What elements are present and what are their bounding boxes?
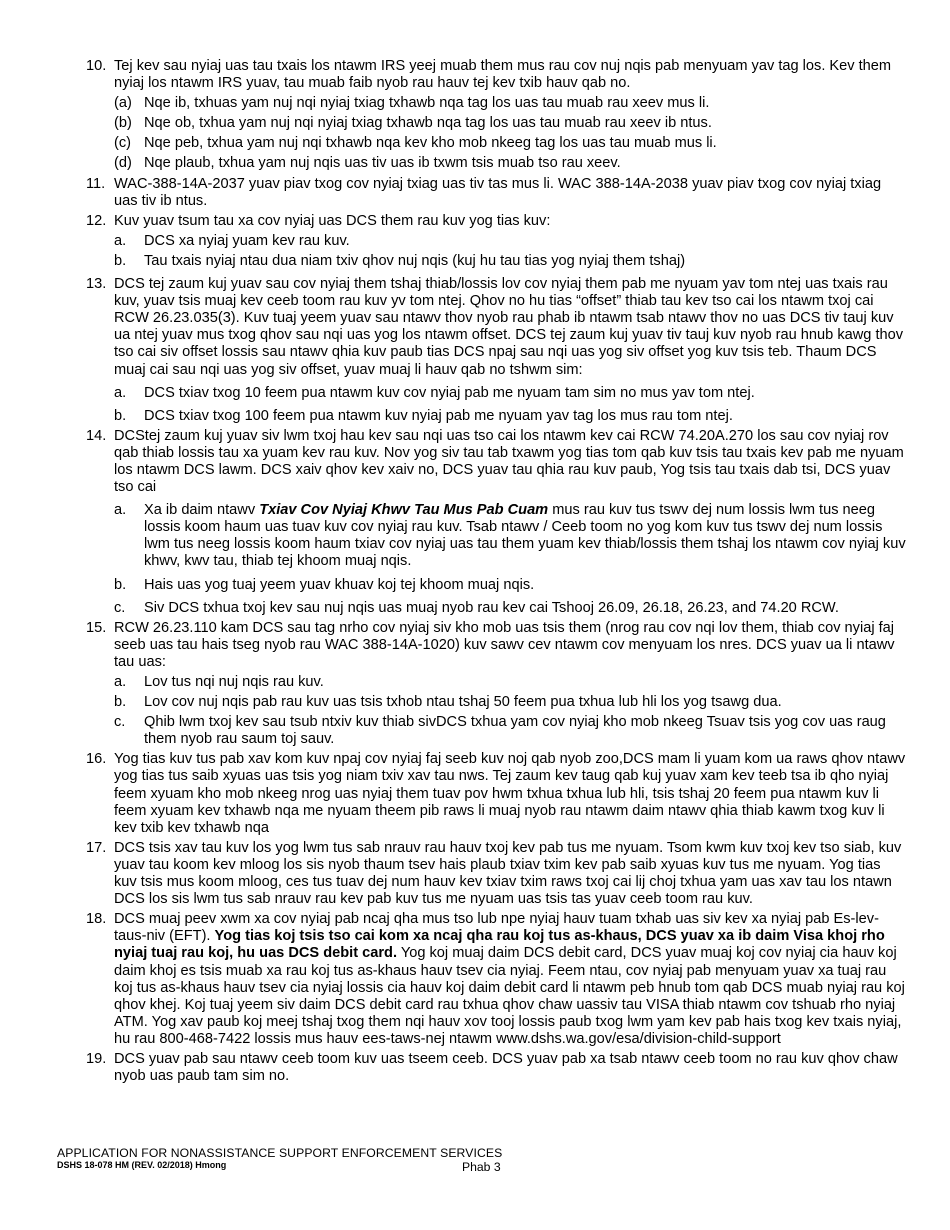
- item-number: 10.: [86, 58, 107, 74]
- sub-item-12a: [86, 233, 906, 250]
- sub-text-post: mus rau kuv tus tswv dej num lossis lwm tus neeg lossis koom haum uas tuav kuv cov nyiaj rau kuv. Tsab ntawv / Ceeb toom no yog kom kuv tus tswv dej num lossis lwm tus neeg lossis koom haum txiav cov nyiaj uas tau them yuam kev thiab/lossis them tshaj los ntawm cov nyiaj kuv khwv, kwv tau, thiab tej khoom muaj nqis.: [144, 502, 906, 570]
- item-text: Kuv yuav tsum tau xa cov nyiaj uas DCS them rau kuv yog tias kuv:: [114, 212, 551, 229]
- list-item-16: [86, 751, 906, 836]
- sub-item-10b: [86, 115, 906, 132]
- sub-label: a.: [114, 232, 127, 249]
- form-title-emphasis: Txiav Cov Nyiaj Khwv Tau Mus Pab Cuam: [259, 502, 549, 519]
- sub-item-13b: [86, 408, 906, 425]
- sub-text: Nqe ob, txhua yam nuj nqi nyiaj txiag txhawb nqa tag los uas tau muab rau xeev ib ntus.: [144, 115, 712, 132]
- sub-item-12b: [86, 253, 906, 270]
- item-text-pre: DCS muaj peev xwm xa cov nyiaj pab ncaj qha mus tso lub npe nyiaj hauv tuam txhab uas siv kev xa nyiaj pab Es-lev-taus-niv (EFT).: [114, 911, 879, 945]
- sub-label: b.: [114, 407, 127, 424]
- sub-text: Qhib lwm txoj kev sau tsub ntxiv kuv thiab sivDCS txhua yam cov nyiaj kho mob nkeeg Tsuav tsis yog cov uas raug them nyob rau saum toj sauv.: [144, 714, 886, 748]
- sub-label: a.: [114, 502, 127, 519]
- sub-item-14c: [86, 600, 906, 617]
- sub-text: DCS txiav txog 100 feem pua ntawm kuv nyiaj pab me nyuam yav tag los mus rau tom ntej.: [144, 407, 733, 424]
- sub-text: DCS txiav txog 10 feem pua ntawm kuv cov nyiaj pab me nyuam tam sim no mus yav tom ntej.: [144, 384, 755, 401]
- list-item-14: [86, 428, 906, 496]
- item-number: 13.: [86, 276, 107, 293]
- numbered-list: [86, 58, 906, 1085]
- list-item-13: [86, 276, 906, 379]
- sub-item-15c: [86, 714, 906, 748]
- item-number: 11.: [86, 175, 106, 192]
- list-item-10: [86, 58, 906, 92]
- sub-label: b.: [114, 252, 127, 269]
- sub-text: Nqe ib, txhuas yam nuj nqi nyiaj txiag txhawb nqa tag los uas tau muab rau xeev mus li.: [144, 95, 710, 112]
- sub-item-14a: [86, 502, 906, 570]
- sub-text: Hais uas yog tuaj yeem yuav khuav koj tej khoom muaj nqis.: [144, 576, 535, 593]
- sub-text-pre: Xa ib daim ntawv: [144, 502, 260, 519]
- item-text: DCStej zaum kuj yuav siv lwm txoj hau kev sau nqi uas tso cai los ntawm kev cai RCW 74.20A.270 los sau cov nyiaj rov qab thiab lossis tau xa yuam kev rau kuv. Nov yog siv tau tab txawm yog tias tom qab kuv tsis tau txais kev pab me nyuam los ntawm DCS lawm. DCS xaiv qhov kev xaiv no, DCS yuav tau qhia rau kuv paub, Yog tsis tau txais dab tsi, DCS yuav tso cai: [114, 427, 904, 496]
- item-text: DCS tej zaum kuj yuav sau cov nyiaj them tshaj thiab/lossis lov cov nyiaj them pab me nyuam yav tom ntej uas txais rau kuv, yuav tsis muaj kev ceeb toom rau kuv yv tom ntej. Qhov no hu tias “offset” thiab tau kev tso cai los ntawm txoj cai RCW 26.23.035(3). Kuv tuaj yeem yuav sau ntawv thov nyob rau phab ib ntawm tsab ntawv thov no uas DCS tiv tauj kuv ua ntej yuav mus txog qhov sau nqi uas yog los ntawm offset. DCS tej zaum kuj yuav tiv tauj kuv nyob rau hnub kawg thov tso cai siv offset lossis sau ntawv qhia kuv paub tias DCS npaj sau nqi uas yog siv offset yog kuv tsis teb. Thaum DCS muaj cai sau nqi uas yog siv offset, yuav muaj li hauv qab no tshwm sim:: [114, 276, 904, 378]
- sub-label: c.: [114, 599, 126, 616]
- item-number: 14.: [86, 427, 107, 444]
- page-number: Phab 3: [462, 1160, 501, 1174]
- form-id: DSHS 18-078 HM (REV. 02/2018) Hmong: [57, 1160, 227, 1170]
- sub-text: DCS xa nyiaj yuam kev rau kuv.: [144, 232, 350, 249]
- sub-text: Nqe peb, txhua yam nuj nqi txhawb nqa kev kho mob nkeeg tag los uas tau muab mus li.: [144, 135, 717, 152]
- sub-label: c.: [114, 714, 126, 731]
- sub-label: (b): [114, 115, 132, 132]
- sub-item-15a: [86, 674, 906, 691]
- list-item-18: [86, 911, 906, 1048]
- item-text: Tej kev sau nyiaj uas tau txais los ntawm IRS yeej muab them mus rau cov nuj nqis pab menyuam yav tag los. Kev them nyiaj los ntawm IRS yuav, tau muab faib nyob rau hauv tej kev txib hauv qab no.: [114, 58, 892, 92]
- item-text: WAC-388-14A-2037 yuav piav txog cov nyiaj txiag uas tiv tas mus li. WAC 388-14A-2038 yuav piav txog cov nyiaj txiag uas tiv ib ntus.: [114, 175, 882, 209]
- item-number: 19.: [86, 1050, 107, 1067]
- sub-item-10c: [86, 135, 906, 152]
- list-item-17: [86, 840, 906, 908]
- sub-item-13a: [86, 385, 906, 402]
- item-number: 15.: [86, 619, 107, 636]
- sub-label: (d): [114, 155, 132, 172]
- sub-label: (a): [114, 95, 132, 112]
- sub-text: Lov cov nuj nqis pab rau kuv uas tsis txhob ntau tshaj 50 feem pua txhua lub hli los yog tsawg dua.: [144, 694, 782, 711]
- sub-label: a.: [114, 384, 127, 401]
- item-number: 12.: [86, 212, 107, 229]
- sub-label: b.: [114, 694, 127, 711]
- sub-item-10a: [86, 95, 906, 112]
- item-text: DCS yuav pab sau ntawv ceeb toom kuv uas tseem ceeb. DCS yuav pab xa tsab ntawv ceeb toom no rau kuv qhov chaw nyob uas paub tam sim no.: [114, 1050, 898, 1085]
- sub-text: Siv DCS txhua txoj kev sau nuj nqis uas muaj nyob rau kev cai Tshooj 26.09, 26.18, 26.23, and 74.20 RCW.: [144, 599, 839, 616]
- list-item-12: [86, 213, 906, 230]
- sub-item-15b: [86, 694, 906, 711]
- sub-item-14b: [86, 577, 906, 594]
- sub-text: Lov tus nqi nuj nqis rau kuv.: [144, 674, 324, 690]
- sub-item-10d: [86, 155, 906, 172]
- item-text-post: Yog koj muaj daim DCS debit card, DCS yuav muaj koj cov nyiaj cia hauv koj daim khoj es tsis muab xa rau koj tus as-khaus hauv tsev cia nyiaj. Feem ntau, cov nyiaj pab menyuam yuav xa tuaj rau koj tus as-khaus hauv tsev cia nyiaj lossis cia hauv koj daim debit card li ntawm peb hnub tom qab DCS muab nyiaj rau koj qhov khej. Koj tuaj yeem siv daim DCS debit card rau txhua qhov chaw uassiv tau VISA thiab ntawm cov tshuab rho nyiaj ATM. Yog xav paub koj meej tshaj txog them nqi hauv xov tooj lossis paub txog lwm yam kev pab hais txog kev txais nyiaj, hu rau 800-468-7422 lossis mus hauv ees-taws-nej ntawm www.dshs.wa.gov/esa/division-child-support: [114, 945, 905, 1047]
- sub-text: Tau txais nyiaj ntau dua niam txiv qhov nuj nqis (kuj hu tau tias yog nyiaj them tshaj): [144, 252, 686, 269]
- list-item-15: [86, 620, 906, 671]
- item-number: 18.: [86, 911, 107, 928]
- page-footer: [57, 1146, 907, 1174]
- item-text: Yog tias kuv tus pab xav kom kuv npaj cov nyiaj faj seeb kuv noj qab nyob zoo,DCS mam li yuam kom ua raws qhov ntawv yog tias tus saib xyuas uas tsis yog niam txiv xav tau nws. Tej zaum kev taug qab kuj yuav xam kev teeb tsa ib qho nyiaj feem xyuam kho mob nkeeg nrog uas nyiaj them tuav pov hwm txhua txhua lub hli, tsis tshaj 20 feem pua ntawm kuv li feem xyuam kev txhawb nqa me nyuam theem pib raws li muaj nyob rau ntawm daim ntawv qhia thiab kawm txog kuv li kev txib kev txhawb nqa: [114, 751, 906, 836]
- list-item-11: [86, 176, 906, 210]
- sub-text: Nqe plaub, txhua yam nuj nqis uas tiv uas ib txwm tsis muab tso rau xeev.: [144, 155, 621, 172]
- sub-label: (c): [114, 135, 132, 152]
- form-title: APPLICATION FOR NONASSISTANCE SUPPORT ENFORCEMENT SERVICES: [57, 1146, 503, 1160]
- item-number: 17.: [86, 839, 107, 856]
- item-text: RCW 26.23.110 kam DCS sau tag nrho cov nyiaj siv kho mob uas tsis them (nrog rau cov nqi lov them, thiab cov nyiaj faj seeb uas tau hais tseg nyob rau WAC 388-14A-1020) kuv sawv cev ntawm cov menyuam los nres. DCS yuav ua li ntawv tau uas:: [114, 619, 895, 670]
- debit-card-notice: Yog tias koj tsis tso cai kom xa ncaj qha rau koj tus as-khaus, DCS yuav xa ib daim Visa khoj rho nyiaj tuaj rau koj, hu uas DCS debit card.: [114, 928, 885, 962]
- item-text: DCS tsis xav tau kuv los yog lwm tus sab nrauv rau hauv txoj kev pab tus me nyuam. Tsom kwm kuv txoj kev tso siab, kuv yuav tau koom kev mloog los sis nyob thaum tsev hais plaub txiav txim kev pab saib xyuas kuv tus me nyuam. Yog tias kuv tsis mus koom mloog, ces tus tuav dej num hauv kev txiav txim raws txoj cai lij choj txhua yam uas xav tau los ntawn DCS los sis lwm tus sab nrauv rau kev pab kuv tus me nyuam uas tsis tas yuav ceeb toom rau kuv.: [114, 839, 902, 908]
- item-number: 16.: [86, 751, 107, 768]
- list-item-19: [86, 1051, 906, 1085]
- sub-label: a.: [114, 674, 127, 690]
- sub-label: b.: [114, 576, 127, 593]
